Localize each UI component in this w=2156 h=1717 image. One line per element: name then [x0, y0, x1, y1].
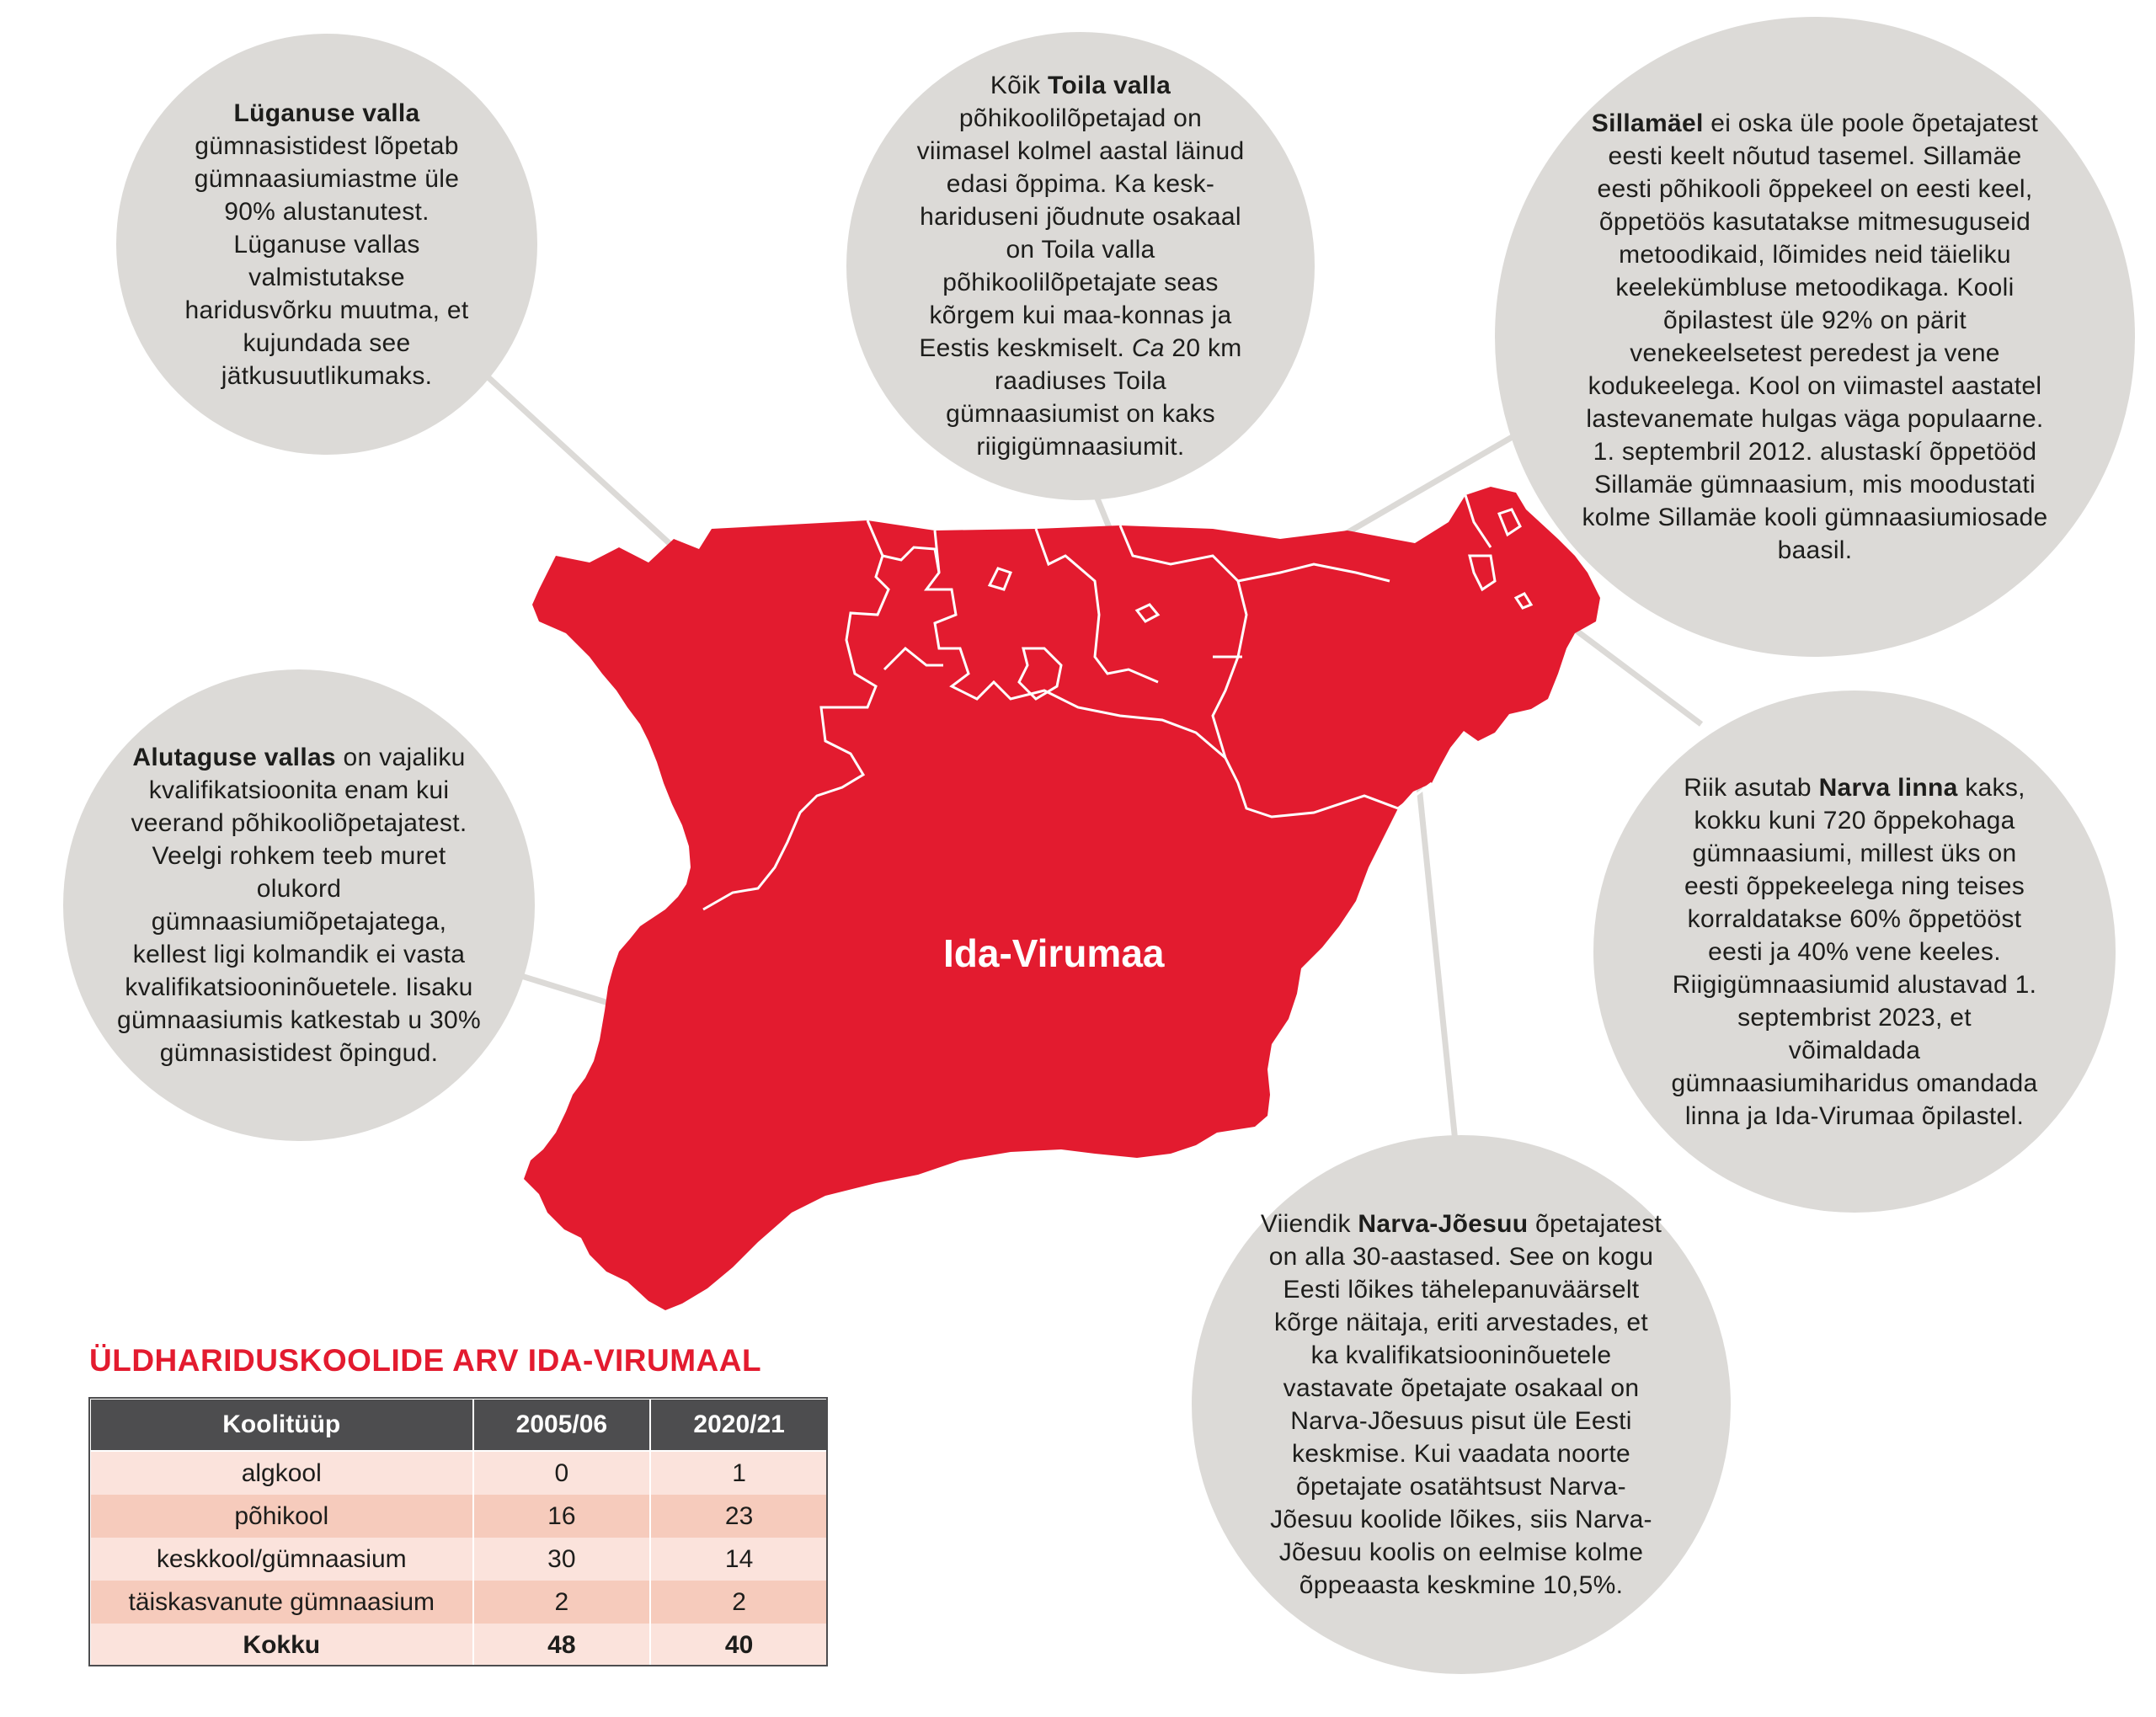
- bubble-sillamae: [1495, 17, 2135, 657]
- bubble-narva: [1593, 691, 2116, 1213]
- toila-pre: Kõik: [990, 72, 1049, 99]
- schools-table: [89, 1398, 829, 1666]
- cell-2020: 1: [650, 1451, 828, 1495]
- map-region-label: Ida-Virumaa: [943, 931, 1165, 975]
- cell-2005: 0: [473, 1451, 651, 1495]
- narva-joesuu-bold: Narva-Jõesuu: [1358, 1210, 1529, 1238]
- toila-body: põhikoolilõpetajad on viimasel kolmel aastal läinud edasi õppima. Ka kesk-hariduseni jõudnute osakaal on Toila valla põhikoolilõpetajate seas kõrgem kui maa-konnas ja Eestis keskmiselt.: [916, 104, 1245, 362]
- table-header-row: [90, 1399, 828, 1451]
- bubble-alutaguse-text: [114, 741, 484, 1069]
- luganuse-bold: Lüganuse valla: [233, 99, 420, 127]
- cell-2020: 2: [650, 1581, 828, 1624]
- cell-type: põhikool: [90, 1495, 473, 1538]
- toila-bold: Toila valla: [1048, 72, 1171, 99]
- table-row: [90, 1538, 828, 1581]
- luganuse-body: gümnasistidest lõpetab gümnaasiumiastme üle 90% alustanutest. Lüganuse vallas valmistutakse haridusvõrku muutma, et kujundada see jätkusuutlikumaks.: [184, 131, 469, 390]
- bubble-narva-joesuu-text: [1259, 1208, 1663, 1602]
- sillamae-body: ei oska üle poole õpetajatest eesti keelt nõutud tasemel. Sillamäe eesti põhikooli õppekeel on eesti keel, õppetöös kasutatakse mitmesuguseid metoodikaid, lõimides neid täieliku keelekümbluse metoodikaga. Kooli õpilastest üle 92% on pärit venekeelsetest peredest ja vene kodukeelega. Kool on viimastel aastatel lastevanemate hulgas väga populaarne. 1. septembril 2012. alustaskí õppetööd Sillamäe gümnaasium, mis moodustati kolme Sillamäe kooli gümnaasiumiosade baasil.: [1582, 109, 2048, 564]
- cell-total-label: Kokku: [90, 1624, 473, 1666]
- cell-2005: 2: [473, 1581, 651, 1624]
- cell-total-2020: 40: [650, 1624, 828, 1666]
- bubble-narva-joesuu: [1192, 1135, 1731, 1674]
- cell-type: keskkool/gümnaasium: [90, 1538, 473, 1581]
- alutaguse-bold: Alutaguse vallas: [132, 744, 336, 771]
- bubble-toila-text: [914, 69, 1247, 463]
- bubble-toila: [846, 32, 1315, 500]
- narva-pre: Riik asutab: [1684, 773, 1819, 802]
- header-2005: 2005/06: [473, 1399, 651, 1451]
- connector-narva: [1566, 623, 1701, 724]
- bubble-alutaguse: [63, 669, 535, 1141]
- cell-2020: 14: [650, 1538, 828, 1581]
- alutaguse-body: on vajaliku kvalifikatsioonita enam kui veerand põhikooliõpetajatest. Veelgi rohkem teeb muret olukord gümnaasiumiõpetajatega, kellest ligi kolmandik ei vasta kvalifikatsiooninõuetele. Iisaku gümnaasiumis katkestab u 30% gümnasistidest õpingud.: [117, 744, 481, 1067]
- cell-type: täiskasvanute gümnaasium: [90, 1581, 473, 1624]
- cell-type: algkool: [90, 1451, 473, 1495]
- table-row: [90, 1495, 828, 1538]
- toila-italic: Ca: [1131, 334, 1165, 362]
- narva-joesuu-body: õpetajatest on alla 30-aastased. See on kogu Eesti lõikes tähelepanuväärselt kõrge näitaja, eriti arvestades, et ka kvalifikatsiooninõuetele vastavate õpetajate osakaal on Narva-Jõesuus pisut üle Eesti keskmise. Kui vaadata noorte õpetajate osatähtsust Narva-Jõesuu koolide lõikes, siis Narva-Jõesuu koolis on eelmise kolme õppeaasta keskmine 10,5%.: [1268, 1210, 1662, 1599]
- cell-2020: 23: [650, 1495, 828, 1538]
- table-title: ÜLDHARIDUSKOOLIDE ARV IDA-VIRUMAAL: [89, 1343, 762, 1378]
- table-row: [90, 1581, 828, 1624]
- cell-2005: 16: [473, 1495, 651, 1538]
- sillamae-bold: Sillamäel: [1591, 109, 1704, 137]
- bubble-luganuse: [116, 34, 537, 455]
- header-2020: 2020/21: [650, 1399, 828, 1451]
- narva-body: kaks, kokku kuni 720 õppekohaga gümnaasiumi, millest üks on eesti õppekeelega ning teises korraldatakse 60% õppetööst eesti ja 40% vene keeles. Riigigümnaasiumid alustavad 1. septembrist 2023, et võimaldada gümnaasiumiharidus omandada linna ja Ida-Virumaa õpilastel.: [1671, 773, 2038, 1130]
- table-total-row: [90, 1624, 828, 1666]
- toila-tail: 20 km raadiuses Toila gümnaasiumist on kaks riigigümnaasiumit.: [946, 334, 1242, 461]
- bubble-sillamae-text: [1579, 107, 2051, 567]
- bubble-narva-text: [1669, 771, 2040, 1133]
- table-row: [90, 1451, 828, 1495]
- narva-joesuu-pre: Viiendik: [1260, 1210, 1358, 1238]
- bubble-luganuse-text: [175, 97, 478, 392]
- narva-bold: Narva linna: [1818, 773, 1958, 802]
- header-school-type: Koolitüüp: [90, 1399, 473, 1451]
- cell-2005: 30: [473, 1538, 651, 1581]
- cell-total-2005: 48: [473, 1624, 651, 1666]
